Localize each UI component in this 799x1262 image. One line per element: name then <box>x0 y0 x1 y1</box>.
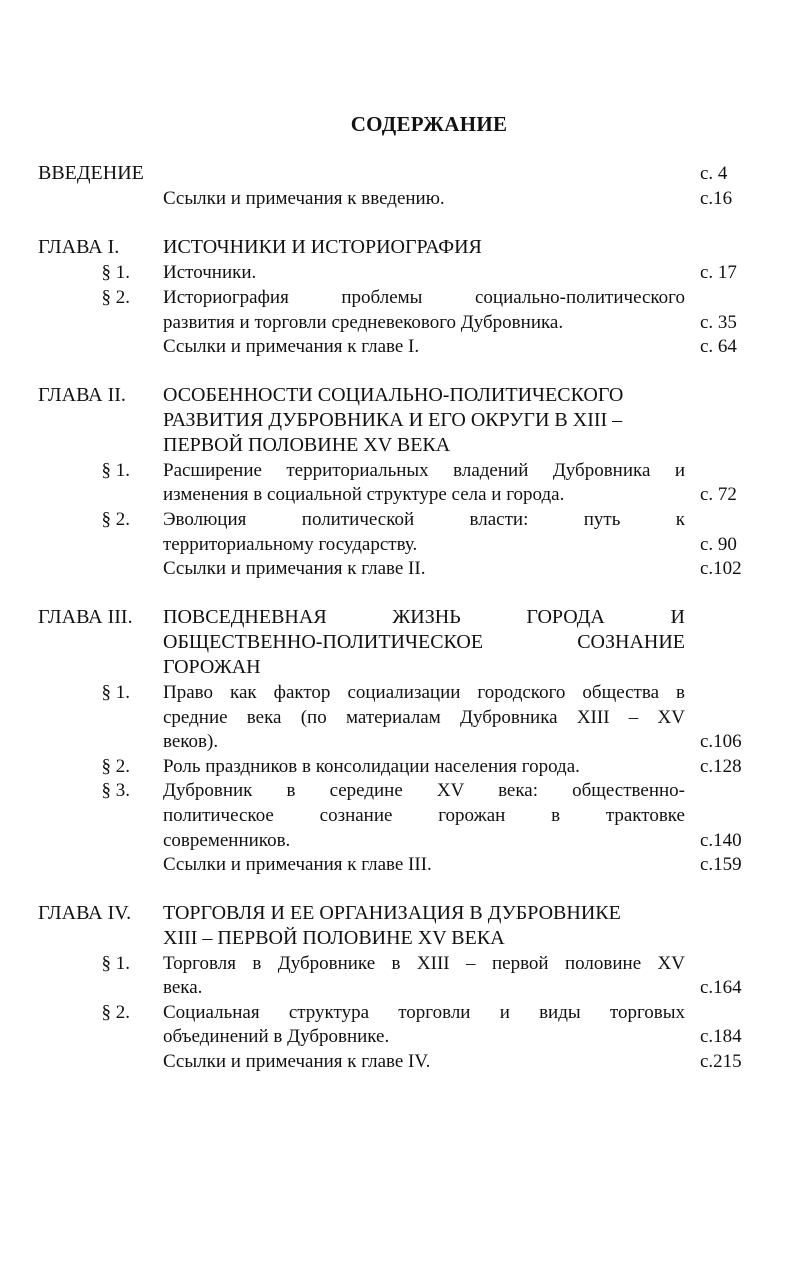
chapter-heading-cont <box>0 408 799 433</box>
ch2-label: ГЛАВА II. <box>38 384 126 406</box>
toc-section-cont <box>0 705 799 730</box>
section-page: с.128 <box>700 756 742 777</box>
chapter-heading <box>0 605 799 630</box>
notes-text: Ссылки и примечания к главе I. <box>163 336 420 357</box>
section-text: века. <box>163 977 203 998</box>
ch1-label: ГЛАВА I. <box>38 236 120 258</box>
section-text: средние века (по материалам Дубровника XIII – XV <box>163 707 685 728</box>
section-number: § 2. <box>101 509 130 530</box>
notes-page: с.102 <box>700 558 742 579</box>
toc-section-cont <box>0 482 799 507</box>
section-text: Социальная структура торговли и виды торговых <box>163 1002 685 1023</box>
section-page: с. 17 <box>700 262 737 283</box>
ch4-title-line: ТОРГОВЛЯ И ЕЕ ОРГАНИЗАЦИЯ В ДУБРОВНИКЕ <box>163 902 621 924</box>
chapter-heading-cont <box>0 433 799 458</box>
section-text: Историография проблемы социально-политического <box>163 287 685 308</box>
chapter-heading-cont <box>0 630 799 655</box>
notes-text: Ссылки и примечания к главе III. <box>163 854 432 875</box>
toc-section <box>0 507 799 532</box>
toc-section <box>0 1000 799 1025</box>
toc-section <box>0 260 799 285</box>
notes-text: Ссылки и примечания к главе II. <box>163 558 426 579</box>
section-number: § 2. <box>101 1002 130 1023</box>
chapter-heading <box>0 383 799 408</box>
toc-notes <box>0 1049 799 1074</box>
section-page: с.184 <box>700 1026 742 1047</box>
toc-notes <box>0 556 799 581</box>
section-number: § 1. <box>101 953 130 974</box>
section-page: с.106 <box>700 731 742 752</box>
toc-entry-intro-notes <box>0 186 799 211</box>
page-title: СОДЕРЖАНИЕ <box>350 112 508 136</box>
section-text: Торговля в Дубровнике в XIII – первой половине XV <box>163 953 685 974</box>
section-text: современников. <box>163 830 291 851</box>
section-text: Роль праздников в консолидации населения города. <box>163 756 580 777</box>
section-text: Эволюция политической власти: путь к <box>163 509 685 530</box>
intro-notes-text: Ссылки и примечания к введению. <box>163 188 445 209</box>
toc-section-cont <box>0 729 799 754</box>
toc-section-cont <box>0 975 799 1000</box>
section-text: территориальному государству. <box>163 534 418 555</box>
toc-notes <box>0 334 799 359</box>
chapter-heading-cont <box>0 926 799 951</box>
section-text: политическое сознание горожан в трактовке <box>163 805 685 826</box>
ch3-title-line: ПОВСЕДНЕВНАЯ ЖИЗНЬ ГОРОДА И <box>163 606 685 628</box>
section-page: с. 72 <box>700 484 737 505</box>
toc-notes <box>0 852 799 877</box>
toc-section-cont <box>0 1024 799 1049</box>
section-number: § 2. <box>101 287 130 308</box>
section-text: развития и торговли средневекового Дубровника. <box>163 312 564 333</box>
section-page: с.140 <box>700 830 742 851</box>
section-page: с. 90 <box>700 534 737 555</box>
section-number: § 3. <box>101 780 130 801</box>
notes-text: Ссылки и примечания к главе IV. <box>163 1051 431 1072</box>
toc-section-cont <box>0 310 799 335</box>
ch2-title-line: РАЗВИТИЯ ДУБРОВНИКА И ЕГО ОКРУГИ В XIII – <box>163 409 623 431</box>
toc-section-cont <box>0 532 799 557</box>
section-text: объединений в Дубровнике. <box>163 1026 390 1047</box>
intro-page: с. 4 <box>700 163 728 184</box>
ch4-title-line: XIII – ПЕРВОЙ ПОЛОВИНЕ XV ВЕКА <box>163 927 505 949</box>
section-number: § 1. <box>101 460 130 481</box>
section-text: веков). <box>163 731 219 752</box>
toc-section <box>0 778 799 803</box>
section-text: Источники. <box>163 262 257 283</box>
notes-page: с.159 <box>700 854 742 875</box>
ch3-title-line: ГОРОЖАН <box>163 656 261 678</box>
toc-section-cont <box>0 828 799 853</box>
section-number: § 1. <box>101 262 130 283</box>
section-number: § 1. <box>101 682 130 703</box>
notes-page: с.215 <box>700 1051 742 1072</box>
toc-section <box>0 754 799 779</box>
toc-section <box>0 680 799 705</box>
toc-section <box>0 285 799 310</box>
intro-notes-page: с.16 <box>700 188 733 209</box>
ch4-label: ГЛАВА IV. <box>38 902 132 924</box>
toc-section <box>0 458 799 483</box>
notes-page: с. 64 <box>700 336 737 357</box>
toc-section <box>0 951 799 976</box>
section-page: с.164 <box>700 977 742 998</box>
toc-entry-intro <box>0 161 799 186</box>
section-text: Дубровник в середине XV века: общественно- <box>163 780 685 801</box>
ch3-title-line: ОБЩЕСТВЕННО-ПОЛИТИЧЕСКОЕ СОЗНАНИЕ <box>163 631 685 653</box>
ch2-title-line: ОСОБЕННОСТИ СОЦИАЛЬНО-ПОЛИТИЧЕСКОГО <box>163 384 624 406</box>
ch1-title-line: ИСТОЧНИКИ И ИСТОРИОГРАФИЯ <box>163 236 482 258</box>
section-page: с. 35 <box>700 312 737 333</box>
chapter-heading-cont <box>0 655 799 680</box>
toc-section-cont <box>0 803 799 828</box>
chapter-heading <box>0 235 799 260</box>
ch3-label: ГЛАВА III. <box>38 606 133 628</box>
chapter-heading <box>0 901 799 926</box>
section-number: § 2. <box>101 756 130 777</box>
ch2-title-line: ПЕРВОЙ ПОЛОВИНЕ XV ВЕКА <box>163 434 451 456</box>
section-text: Право как фактор социализации городского общества в <box>163 682 685 703</box>
intro-label: ВВЕДЕНИЕ <box>38 162 144 184</box>
section-text: изменения в социальной структуре села и города. <box>163 484 565 505</box>
section-text: Расширение территориальных владений Дубровника и <box>163 460 685 481</box>
